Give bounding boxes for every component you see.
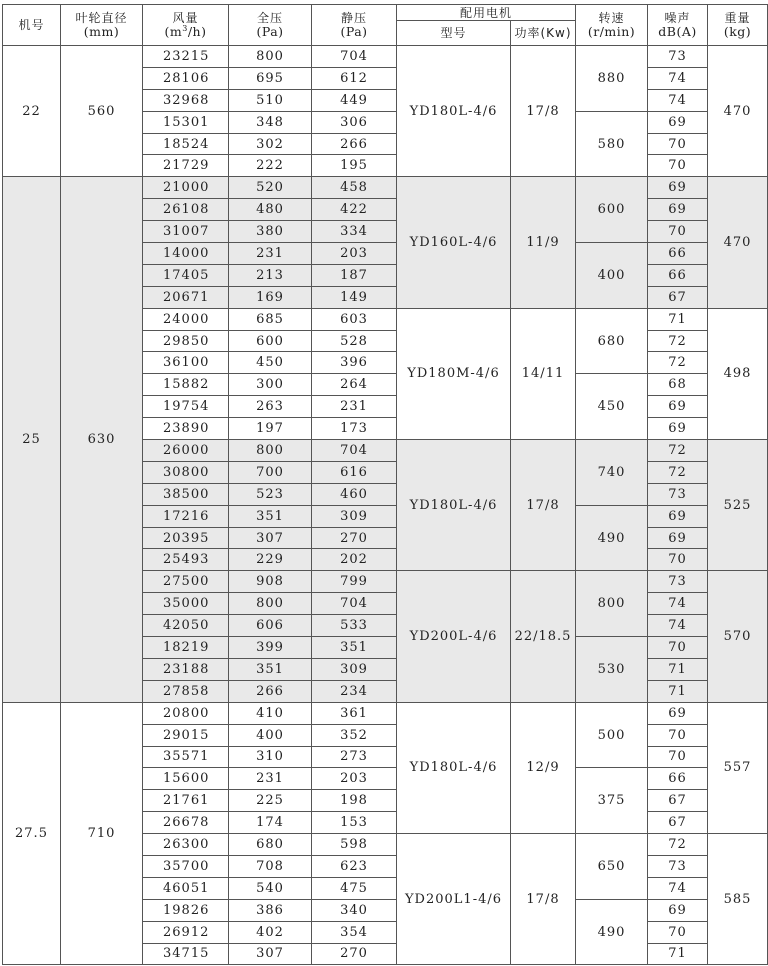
total-pressure-cell: 222 bbox=[229, 155, 312, 177]
motor-model-cell: YD200L1-4/6 bbox=[397, 834, 511, 965]
total-pressure-cell: 386 bbox=[229, 899, 312, 921]
static-pressure-cell: 354 bbox=[312, 921, 397, 943]
speed-cell: 880 bbox=[576, 46, 648, 112]
total-pressure-cell: 600 bbox=[229, 330, 312, 352]
total-pressure-cell: 480 bbox=[229, 199, 312, 221]
noise-cell: 71 bbox=[648, 658, 708, 680]
noise-cell: 74 bbox=[648, 67, 708, 89]
total-pressure-cell: 348 bbox=[229, 111, 312, 133]
total-pressure-cell: 351 bbox=[229, 505, 312, 527]
total-pressure-cell: 523 bbox=[229, 483, 312, 505]
flow-cell: 19754 bbox=[143, 396, 229, 418]
speed-cell: 500 bbox=[576, 702, 648, 768]
static-pressure-cell: 449 bbox=[312, 89, 397, 111]
flow-cell: 17405 bbox=[143, 264, 229, 286]
weight-cell: 525 bbox=[708, 440, 768, 571]
total-pressure-cell: 307 bbox=[229, 943, 312, 965]
total-pressure-cell: 229 bbox=[229, 549, 312, 571]
total-pressure-cell: 197 bbox=[229, 418, 312, 440]
flow-cell: 23188 bbox=[143, 658, 229, 680]
total-pressure-cell: 399 bbox=[229, 637, 312, 659]
noise-cell: 69 bbox=[648, 396, 708, 418]
noise-cell: 70 bbox=[648, 549, 708, 571]
total-pressure-cell: 231 bbox=[229, 243, 312, 265]
static-pressure-cell: 704 bbox=[312, 46, 397, 68]
static-pressure-cell: 340 bbox=[312, 899, 397, 921]
noise-cell: 72 bbox=[648, 330, 708, 352]
motor-model-cell: YD180L-4/6 bbox=[397, 46, 511, 177]
header-static-pressure: 静压 (Pa) bbox=[312, 5, 397, 46]
total-pressure-cell: 606 bbox=[229, 615, 312, 637]
static-pressure-cell: 270 bbox=[312, 943, 397, 965]
total-pressure-cell: 800 bbox=[229, 46, 312, 68]
flow-cell: 27500 bbox=[143, 571, 229, 593]
flow-cell: 42050 bbox=[143, 615, 229, 637]
weight-cell: 585 bbox=[708, 834, 768, 965]
header-motor-model: 型号 bbox=[397, 21, 511, 46]
weight-cell: 557 bbox=[708, 702, 768, 833]
header-speed: 转速 (r/min) bbox=[576, 5, 648, 46]
static-pressure-cell: 704 bbox=[312, 440, 397, 462]
header-machine-no: 机号 bbox=[3, 5, 61, 46]
static-pressure-cell: 616 bbox=[312, 461, 397, 483]
total-pressure-cell: 351 bbox=[229, 658, 312, 680]
flow-cell: 21000 bbox=[143, 177, 229, 199]
weight-cell: 470 bbox=[708, 46, 768, 177]
motor-power-cell: 11/9 bbox=[511, 177, 576, 308]
flow-cell: 35700 bbox=[143, 855, 229, 877]
noise-cell: 73 bbox=[648, 46, 708, 68]
flow-cell: 32968 bbox=[143, 89, 229, 111]
header-flow: 风量 $(m^3/h)$ bbox=[143, 5, 229, 46]
noise-cell: 69 bbox=[648, 527, 708, 549]
static-pressure-cell: 153 bbox=[312, 812, 397, 834]
noise-cell: 73 bbox=[648, 483, 708, 505]
static-pressure-cell: 475 bbox=[312, 877, 397, 899]
flow-cell: 36100 bbox=[143, 352, 229, 374]
motor-model-cell: YD180L-4/6 bbox=[397, 702, 511, 833]
static-pressure-cell: 361 bbox=[312, 702, 397, 724]
machine-no-cell: 27.5 bbox=[3, 702, 61, 965]
noise-cell: 70 bbox=[648, 921, 708, 943]
static-pressure-cell: 799 bbox=[312, 571, 397, 593]
noise-cell: 71 bbox=[648, 308, 708, 330]
noise-cell: 72 bbox=[648, 352, 708, 374]
static-pressure-cell: 334 bbox=[312, 221, 397, 243]
total-pressure-cell: 380 bbox=[229, 221, 312, 243]
total-pressure-cell: 680 bbox=[229, 834, 312, 856]
flow-cell: 35000 bbox=[143, 593, 229, 615]
flow-cell: 26000 bbox=[143, 440, 229, 462]
header-impeller-diameter: 叶轮直径 (mm) bbox=[61, 5, 143, 46]
speed-cell: 530 bbox=[576, 637, 648, 703]
noise-cell: 66 bbox=[648, 264, 708, 286]
motor-model-cell: YD160L-4/6 bbox=[397, 177, 511, 308]
static-pressure-cell: 273 bbox=[312, 746, 397, 768]
total-pressure-cell: 695 bbox=[229, 67, 312, 89]
motor-power-cell: 17/8 bbox=[511, 46, 576, 177]
motor-power-cell: 17/8 bbox=[511, 440, 576, 571]
static-pressure-cell: 612 bbox=[312, 67, 397, 89]
noise-cell: 70 bbox=[648, 724, 708, 746]
flow-cell: 21761 bbox=[143, 790, 229, 812]
static-pressure-cell: 173 bbox=[312, 418, 397, 440]
header-weight: 重量 (kg) bbox=[708, 5, 768, 46]
flow-cell: 25493 bbox=[143, 549, 229, 571]
static-pressure-cell: 528 bbox=[312, 330, 397, 352]
impeller-diameter-cell: 630 bbox=[61, 177, 143, 702]
speed-cell: 600 bbox=[576, 177, 648, 243]
speed-cell: 740 bbox=[576, 440, 648, 506]
flow-cell: 15600 bbox=[143, 768, 229, 790]
flow-cell: 26108 bbox=[143, 199, 229, 221]
impeller-diameter-cell: 710 bbox=[61, 702, 143, 965]
flow-cell: 29850 bbox=[143, 330, 229, 352]
static-pressure-cell: 234 bbox=[312, 680, 397, 702]
flow-cell: 26678 bbox=[143, 812, 229, 834]
table-row bbox=[3, 702, 768, 724]
flow-cell: 26912 bbox=[143, 921, 229, 943]
static-pressure-cell: 306 bbox=[312, 111, 397, 133]
flow-cell: 18524 bbox=[143, 133, 229, 155]
total-pressure-cell: 540 bbox=[229, 877, 312, 899]
noise-cell: 73 bbox=[648, 571, 708, 593]
impeller-diameter-cell: 560 bbox=[61, 46, 143, 177]
noise-cell: 71 bbox=[648, 943, 708, 965]
motor-power-cell: 22/18.5 bbox=[511, 571, 576, 702]
total-pressure-cell: 169 bbox=[229, 286, 312, 308]
static-pressure-cell: 598 bbox=[312, 834, 397, 856]
motor-power-cell: 17/8 bbox=[511, 834, 576, 965]
flow-cell: 29015 bbox=[143, 724, 229, 746]
machine-no-cell: 25 bbox=[3, 177, 61, 702]
flow-cell: 15301 bbox=[143, 111, 229, 133]
noise-cell: 70 bbox=[648, 746, 708, 768]
static-pressure-cell: 149 bbox=[312, 286, 397, 308]
static-pressure-cell: 203 bbox=[312, 243, 397, 265]
flow-cell: 20395 bbox=[143, 527, 229, 549]
fan-spec-table bbox=[2, 4, 768, 965]
motor-model-cell: YD180M-4/6 bbox=[397, 308, 511, 439]
total-pressure-cell: 908 bbox=[229, 571, 312, 593]
noise-cell: 74 bbox=[648, 615, 708, 637]
static-pressure-cell: 264 bbox=[312, 374, 397, 396]
static-pressure-cell: 202 bbox=[312, 549, 397, 571]
noise-cell: 72 bbox=[648, 461, 708, 483]
static-pressure-cell: 603 bbox=[312, 308, 397, 330]
total-pressure-cell: 266 bbox=[229, 680, 312, 702]
flow-cell: 20800 bbox=[143, 702, 229, 724]
total-pressure-cell: 520 bbox=[229, 177, 312, 199]
static-pressure-cell: 198 bbox=[312, 790, 397, 812]
speed-cell: 490 bbox=[576, 899, 648, 965]
speed-cell: 680 bbox=[576, 308, 648, 374]
speed-cell: 650 bbox=[576, 834, 648, 900]
table-row bbox=[3, 177, 768, 199]
noise-cell: 70 bbox=[648, 133, 708, 155]
motor-model-cell: YD200L-4/6 bbox=[397, 571, 511, 702]
motor-model-cell: YD180L-4/6 bbox=[397, 440, 511, 571]
flow-cell: 17216 bbox=[143, 505, 229, 527]
static-pressure-cell: 458 bbox=[312, 177, 397, 199]
speed-cell: 800 bbox=[576, 571, 648, 637]
weight-cell: 470 bbox=[708, 177, 768, 308]
flow-cell: 26300 bbox=[143, 834, 229, 856]
noise-cell: 66 bbox=[648, 768, 708, 790]
noise-cell: 67 bbox=[648, 812, 708, 834]
noise-cell: 74 bbox=[648, 593, 708, 615]
total-pressure-cell: 450 bbox=[229, 352, 312, 374]
speed-cell: 580 bbox=[576, 111, 648, 177]
total-pressure-cell: 800 bbox=[229, 593, 312, 615]
static-pressure-cell: 352 bbox=[312, 724, 397, 746]
noise-cell: 67 bbox=[648, 286, 708, 308]
flow-cell: 46051 bbox=[143, 877, 229, 899]
static-pressure-cell: 266 bbox=[312, 133, 397, 155]
noise-cell: 70 bbox=[648, 637, 708, 659]
static-pressure-cell: 270 bbox=[312, 527, 397, 549]
flow-cell: 18219 bbox=[143, 637, 229, 659]
static-pressure-cell: 195 bbox=[312, 155, 397, 177]
noise-cell: 72 bbox=[648, 834, 708, 856]
static-pressure-cell: 533 bbox=[312, 615, 397, 637]
noise-cell: 69 bbox=[648, 177, 708, 199]
table-header bbox=[3, 5, 768, 46]
flow-cell: 30800 bbox=[143, 461, 229, 483]
noise-cell: 71 bbox=[648, 680, 708, 702]
machine-no-cell: 22 bbox=[3, 46, 61, 177]
motor-power-cell: 14/11 bbox=[511, 308, 576, 439]
flow-cell: 14000 bbox=[143, 243, 229, 265]
total-pressure-cell: 685 bbox=[229, 308, 312, 330]
static-pressure-cell: 231 bbox=[312, 396, 397, 418]
static-pressure-cell: 203 bbox=[312, 768, 397, 790]
speed-cell: 450 bbox=[576, 374, 648, 440]
noise-cell: 66 bbox=[648, 243, 708, 265]
noise-cell: 74 bbox=[648, 89, 708, 111]
flow-cell: 38500 bbox=[143, 483, 229, 505]
total-pressure-cell: 402 bbox=[229, 921, 312, 943]
total-pressure-cell: 800 bbox=[229, 440, 312, 462]
header-total-pressure: 全压 (Pa) bbox=[229, 5, 312, 46]
flow-cell: 35571 bbox=[143, 746, 229, 768]
flow-cell: 34715 bbox=[143, 943, 229, 965]
weight-cell: 570 bbox=[708, 571, 768, 702]
total-pressure-cell: 263 bbox=[229, 396, 312, 418]
noise-cell: 73 bbox=[648, 855, 708, 877]
noise-cell: 69 bbox=[648, 505, 708, 527]
static-pressure-cell: 396 bbox=[312, 352, 397, 374]
static-pressure-cell: 351 bbox=[312, 637, 397, 659]
noise-cell: 69 bbox=[648, 111, 708, 133]
static-pressure-cell: 704 bbox=[312, 593, 397, 615]
static-pressure-cell: 422 bbox=[312, 199, 397, 221]
flow-cell: 24000 bbox=[143, 308, 229, 330]
header-motor: 配用电机 bbox=[397, 5, 576, 21]
total-pressure-cell: 307 bbox=[229, 527, 312, 549]
total-pressure-cell: 410 bbox=[229, 702, 312, 724]
table-row bbox=[3, 46, 768, 68]
total-pressure-cell: 400 bbox=[229, 724, 312, 746]
noise-cell: 67 bbox=[648, 790, 708, 812]
flow-cell: 28106 bbox=[143, 67, 229, 89]
noise-cell: 70 bbox=[648, 221, 708, 243]
motor-power-cell: 12/9 bbox=[511, 702, 576, 833]
total-pressure-cell: 213 bbox=[229, 264, 312, 286]
flow-cell: 21729 bbox=[143, 155, 229, 177]
total-pressure-cell: 231 bbox=[229, 768, 312, 790]
weight-cell: 498 bbox=[708, 308, 768, 439]
table-body bbox=[3, 46, 768, 965]
noise-cell: 69 bbox=[648, 899, 708, 921]
noise-cell: 72 bbox=[648, 440, 708, 462]
noise-cell: 74 bbox=[648, 877, 708, 899]
static-pressure-cell: 187 bbox=[312, 264, 397, 286]
total-pressure-cell: 300 bbox=[229, 374, 312, 396]
flow-cell: 19826 bbox=[143, 899, 229, 921]
total-pressure-cell: 302 bbox=[229, 133, 312, 155]
total-pressure-cell: 708 bbox=[229, 855, 312, 877]
flow-cell: 23890 bbox=[143, 418, 229, 440]
flow-cell: 31007 bbox=[143, 221, 229, 243]
noise-cell: 70 bbox=[648, 155, 708, 177]
speed-cell: 490 bbox=[576, 505, 648, 571]
noise-cell: 69 bbox=[648, 702, 708, 724]
flow-cell: 27858 bbox=[143, 680, 229, 702]
header-noise: 噪声 dB(A) bbox=[648, 5, 708, 46]
noise-cell: 69 bbox=[648, 418, 708, 440]
speed-cell: 375 bbox=[576, 768, 648, 834]
total-pressure-cell: 700 bbox=[229, 461, 312, 483]
flow-cell: 15882 bbox=[143, 374, 229, 396]
static-pressure-cell: 309 bbox=[312, 505, 397, 527]
static-pressure-cell: 623 bbox=[312, 855, 397, 877]
noise-cell: 68 bbox=[648, 374, 708, 396]
total-pressure-cell: 174 bbox=[229, 812, 312, 834]
static-pressure-cell: 460 bbox=[312, 483, 397, 505]
noise-cell: 69 bbox=[648, 199, 708, 221]
static-pressure-cell: 309 bbox=[312, 658, 397, 680]
flow-cell: 20671 bbox=[143, 286, 229, 308]
total-pressure-cell: 310 bbox=[229, 746, 312, 768]
speed-cell: 400 bbox=[576, 243, 648, 309]
header-motor-power: 功率(Kw) bbox=[511, 21, 576, 46]
total-pressure-cell: 510 bbox=[229, 89, 312, 111]
flow-cell: 23215 bbox=[143, 46, 229, 68]
total-pressure-cell: 225 bbox=[229, 790, 312, 812]
